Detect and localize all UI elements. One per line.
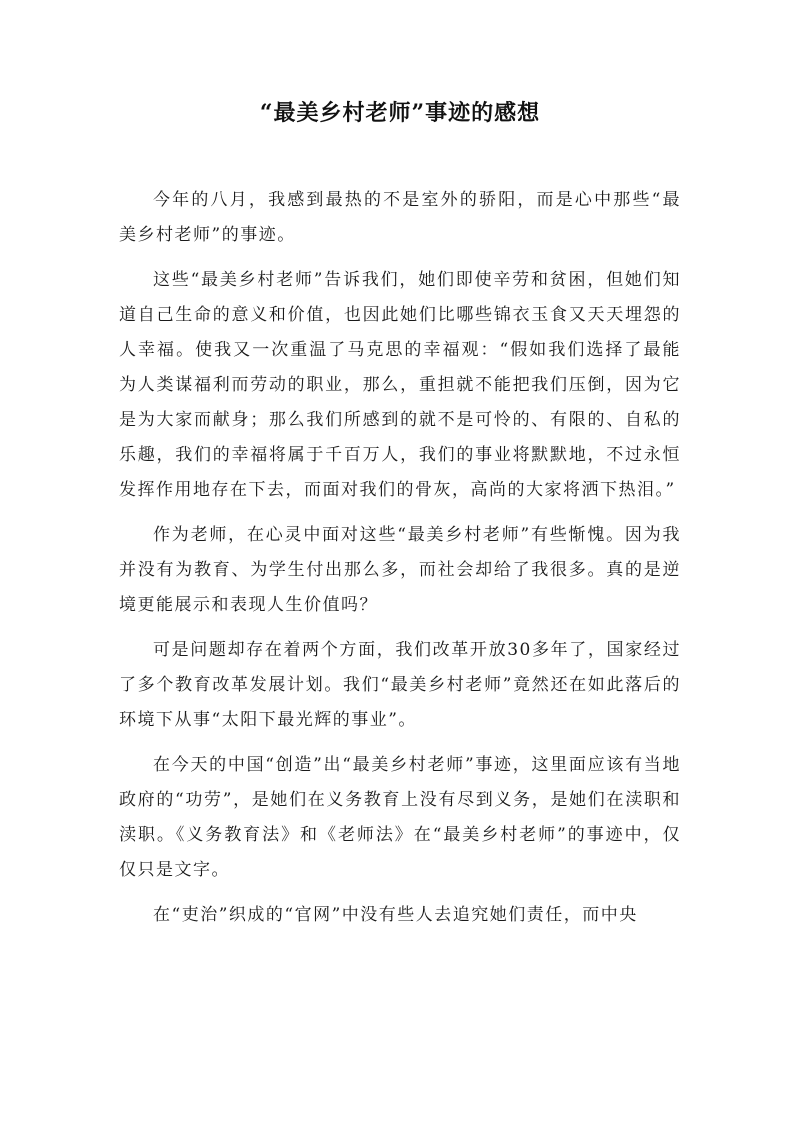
paragraph: 可是问题却存在着两个方面，我们改革开放30多年了，国家经过了多个教育改革发展计划。我们“最美乡村老师”竟然还在如此落后的环境下从事“太阳下最光辉的事业”。 (119, 640, 681, 730)
paragraph: 作为老师，在心灵中面对这些“最美乡村老师”有些惭愧。因为我并没有为教育、为学生付出那么多，而社会却给了我很多。真的是逆境更能展示和表现人生价值吗？ (119, 525, 681, 615)
paragraph: 今年的八月，我感到最热的不是室外的骄阳，而是心中那些“最美乡村老师”的事迹。 (119, 190, 681, 245)
page-title: “最美乡村老师”事迹的感想 (259, 100, 541, 126)
paragraph: 在“吏治”织成的“官网”中没有些人去追究她们责任，而中央 (153, 905, 638, 925)
document-body (119, 183, 681, 943)
paragraph: 这些“最美乡村老师”告诉我们，她们即使辛劳和贫困，但她们知道自己生命的意义和价值，也因此她们比哪些锦衣玉食又天天埋怨的人幸福。使我又一次重温了马克思的幸福观：“假如我们选择了最能为人类谋福利而劳动的职业，那么，重担就不能把我们压倒，因为它是为大家而献身；那么我们所感到的就不是可怜的、有限的、自私的乐趣，我们的幸福将属于千百万人，我们的事业将默默地，不过永恒发挥作用地存在下去，而面对我们的骨灰，高尚的大家将洒下热泪。” (119, 270, 681, 500)
paragraph: 在今天的中国“创造”出“最美乡村老师”事迹，这里面应该有当地政府的“功劳”，是她们在义务教育上没有尽到义务，是她们在渎职和渎职。《义务教育法》和《老师法》在“最美乡村老师”的事迹中，仅仅只是文字。 (119, 755, 681, 880)
